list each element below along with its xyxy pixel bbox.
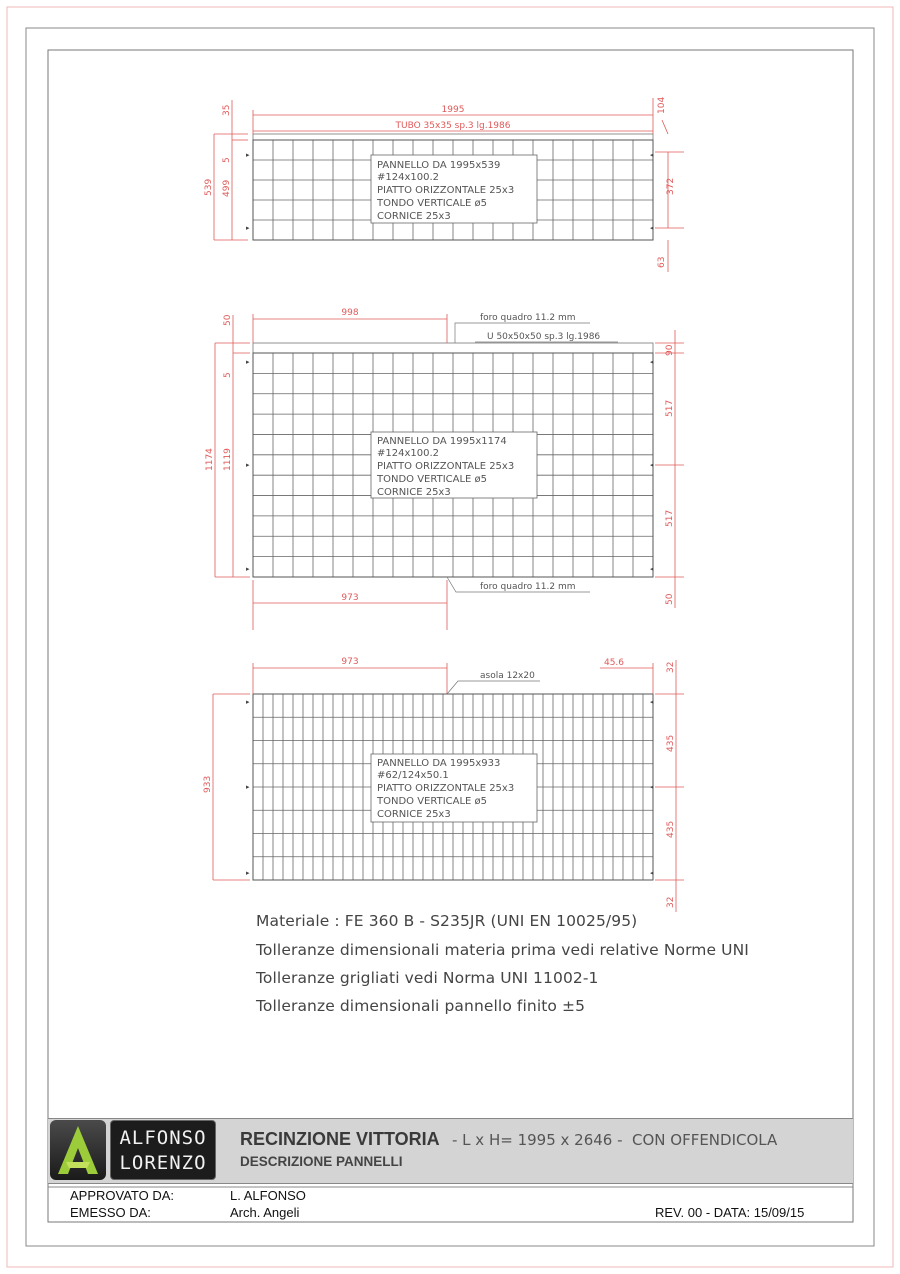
svg-text:▸: ▸ <box>246 358 250 366</box>
svg-text:◂: ◂ <box>650 461 654 469</box>
approved-value: L. ALFONSO <box>230 1188 306 1203</box>
p2-dim-right-top: 90 <box>665 344 675 356</box>
p1-spec-line: CORNICE 25x3 <box>377 211 451 222</box>
p2-dim-right-bottom: 50 <box>665 593 675 605</box>
p2-dim-top-half: 998 <box>341 308 359 318</box>
panel-3 <box>203 657 684 912</box>
p2-channel-label: U 50x50x50 sp.3 lg.1986 <box>487 332 601 342</box>
p2-spec-line: PANNELLO DA 1995x1174 <box>377 436 507 447</box>
svg-text:◂: ◂ <box>650 698 654 706</box>
p3-dim-top-right: 45.6 <box>603 658 625 668</box>
drawing-variant: CON OFFENDICOLA <box>632 1131 778 1149</box>
p2-dim-bottom-half: 973 <box>341 593 359 603</box>
p2-spec-line: PIATTO ORIZZONTALE 25x3 <box>377 461 515 472</box>
p3-dim-right-top: 32 <box>666 661 676 673</box>
approved-label: APPROVATO DA: <box>70 1188 175 1203</box>
p1-dim-top-total: 1995 <box>441 105 465 115</box>
note-material: Materiale : FE 360 B - S235JR (UNI EN 10025/95) <box>256 912 638 930</box>
p1-tube-label: TUBO 35x35 sp.3 lg.1986 <box>395 121 511 131</box>
p2-spec-line: TONDO VERTICALE ø5 <box>377 474 488 485</box>
svg-text:▸: ▸ <box>246 224 250 232</box>
svg-text:▸: ▸ <box>246 698 250 706</box>
svg-text:◂: ◂ <box>650 151 654 159</box>
p1-dim-left-height: 499 <box>222 179 232 197</box>
revision-date: REV. 00 - DATA: 15/09/15 <box>655 1205 805 1220</box>
p3-dim-right-upper: 435 <box>666 734 676 752</box>
p1-spec-line: TONDO VERTICALE ø5 <box>377 198 488 209</box>
drawing-description: DESCRIZIONE PANNELLI <box>240 1154 403 1169</box>
p1-dim-right-mid: 372 <box>666 177 676 195</box>
drawing-frame <box>48 50 853 1222</box>
p2-spec-line: CORNICE 25x3 <box>377 487 451 498</box>
note-tolerance-grating: Tolleranze grigliati vedi Norma UNI 11002-1 <box>256 969 599 987</box>
p2-dim-left-gap: 5 <box>223 372 233 378</box>
p1-dim-left-gap: 5 <box>222 157 232 163</box>
p3-dim-right-lower: 435 <box>666 820 676 838</box>
drawing-dimensions: - L x H= 1995 x 2646 - <box>452 1131 623 1149</box>
svg-text:◂: ◂ <box>650 565 654 573</box>
panel-1 <box>204 97 684 272</box>
p3-spec-line: PIATTO ORIZZONTALE 25x3 <box>377 783 515 794</box>
p1-dim-left-top: 35 <box>222 104 232 116</box>
svg-text:◂: ◂ <box>650 224 654 232</box>
company-logo-wordmark <box>110 1120 216 1180</box>
panel-2 <box>205 308 684 630</box>
p3-dim-right-bottom: 32 <box>666 896 676 908</box>
svg-text:▸: ▸ <box>246 783 250 791</box>
logo-line-2: LORENZO <box>119 1152 207 1174</box>
p3-dim-left-total: 933 <box>203 775 213 793</box>
issued-label: EMESSO DA: <box>70 1205 151 1220</box>
drawing-title: RECINZIONE VITTORIA <box>240 1129 440 1149</box>
p2-hole-bottom-label: foro quadro 11.2 mm <box>480 582 576 592</box>
p2-spec-line: #124x100.2 <box>377 448 440 459</box>
svg-text:▸: ▸ <box>246 565 250 573</box>
svg-text:▸: ▸ <box>246 461 250 469</box>
svg-text:◂: ◂ <box>650 783 654 791</box>
logo-a-icon <box>50 1120 106 1180</box>
p1-spec-line: PANNELLO DA 1995x539 <box>377 160 501 171</box>
p1-dim-top-right: 104 <box>657 96 667 114</box>
issued-value: Arch. Angeli <box>230 1205 300 1220</box>
p1-dim-right-bottom: 63 <box>657 256 667 268</box>
p3-spec-line: TONDO VERTICALE ø5 <box>377 796 488 807</box>
p3-dim-top-half: 973 <box>341 657 359 667</box>
svg-text:▸: ▸ <box>246 151 250 159</box>
p2-dim-right-upper: 517 <box>665 399 675 417</box>
p1-dim-left-total: 539 <box>204 178 214 196</box>
p2-hole-top-label: foro quadro 11.2 mm <box>480 313 576 323</box>
p2-dim-right-lower: 517 <box>665 509 675 527</box>
logo-line-1: ALFONSO <box>119 1127 207 1149</box>
p3-slot-label: asola 12x20 <box>480 671 535 681</box>
p2-dim-left-top: 50 <box>223 314 233 326</box>
p2-dim-left-total: 1174 <box>205 448 215 471</box>
company-logo-mark <box>50 1120 106 1180</box>
p2-dim-left-height: 1119 <box>223 448 233 471</box>
note-tolerance-panel: Tolleranze dimensionali pannello finito ±5 <box>256 997 586 1015</box>
p3-spec-line: PANNELLO DA 1995x933 <box>377 758 501 769</box>
p1-spec-line: PIATTO ORIZZONTALE 25x3 <box>377 185 515 196</box>
p1-spec-line: #124x100.2 <box>377 172 440 183</box>
p3-spec-line: #62/124x50.1 <box>377 770 449 781</box>
svg-text:▸: ▸ <box>246 869 250 877</box>
svg-text:◂: ◂ <box>650 869 654 877</box>
svg-text:◂: ◂ <box>650 358 654 366</box>
note-tolerance-material: Tolleranze dimensionali materia prima vedi relative Norme UNI <box>256 941 749 959</box>
p3-spec-line: CORNICE 25x3 <box>377 809 451 820</box>
